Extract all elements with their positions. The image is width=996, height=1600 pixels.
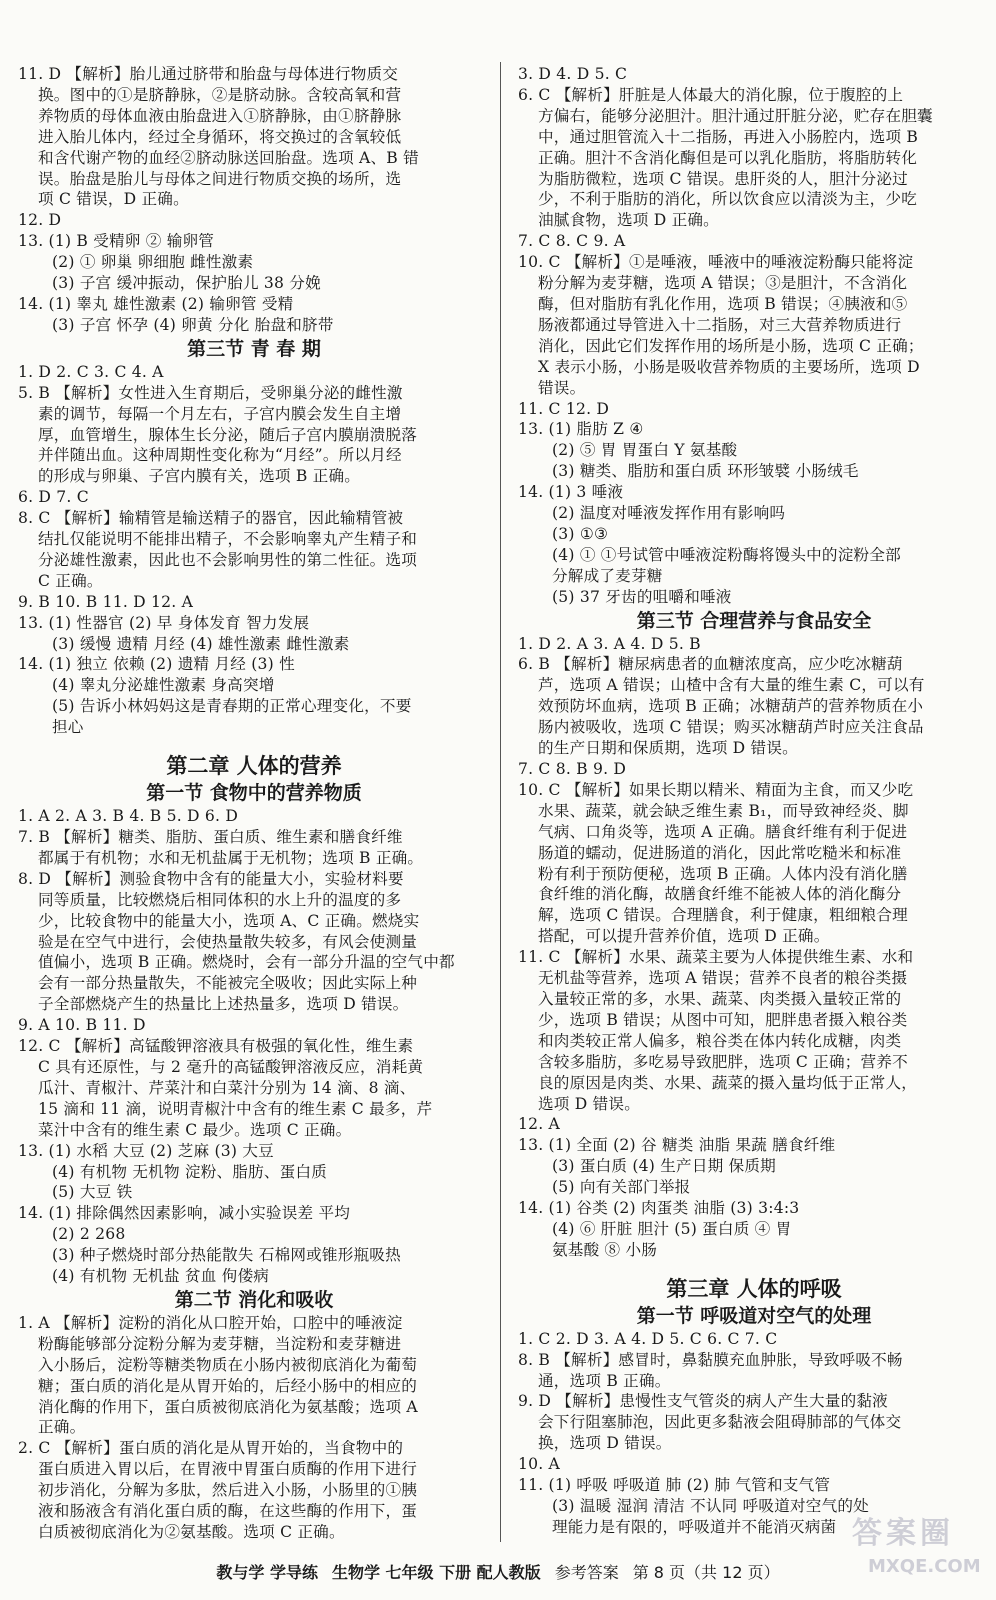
right-answer-line: 8. B 【解析】感冒时，鼻黏膜充血肿胀，导致呼吸不畅 [518, 1350, 903, 1369]
left-answer-line: 入小肠后，淀粉等糖类物质在小肠内被彻底消化为葡萄 [38, 1355, 418, 1374]
column-divider [500, 62, 501, 1542]
left-answer-line: (2) ① 卵巢 卵细胞 雌性激素 [52, 253, 254, 272]
left-answer-line: 白质被彻底消化为②氨基酸。选项 C 正确。 [38, 1523, 345, 1541]
left-answer-line: 结扎仅能说明不能排出精子，不会影响睾丸产生精子和 [38, 530, 418, 549]
right-answer-line: 解，选项 C 错误。合理膳食，利于健康，粗细粮合理 [538, 906, 908, 925]
left-answer-line: 项 C 错误，D 正确。 [38, 190, 189, 209]
right-answer-line: 11. C 12. D [518, 399, 610, 418]
right-answer-line: 正确。胆汁不含消化酶但是可以乳化脂肪，将脂肪转化 [538, 148, 918, 167]
footer-book: 教与学 学导练 [216, 1563, 318, 1582]
right-answer-line: 14. (1) 谷类 (2) 肉蛋类 油脂 (3) 3:4:3 [518, 1199, 800, 1218]
right-answer-line: (5) 37 牙齿的咀嚼和唾液 [552, 587, 732, 606]
left-answer-line: 养物质的母体血液由胎盘进入①脐静脉，由①脐静脉 [38, 106, 402, 125]
right-answer-line: 中，通过胆管流入十二指肠，再进入小肠腔内，选项 B [538, 127, 919, 146]
left-answer-line: 8. D 【解析】测验食物中含有的能量大小，实验材料要 [18, 869, 404, 888]
left-answer-line: 粉酶能够部分淀粉分解为麦芽糖，当淀粉和麦芽糖进 [38, 1334, 402, 1353]
right-answer-line: 搭配，可以提升营养价值，选项 D 正确。 [538, 927, 830, 946]
right-answer-line: 11. (1) 呼吸 呼吸道 肺 (2) 肺 气管和支气管 [518, 1476, 831, 1495]
left-answer-line: (3) 缓慢 遗精 月经 (4) 雄性激素 雌性激素 [52, 634, 350, 653]
right-answer-line: 水果、蔬菜，就会缺乏维生素 B₁，而导致神经炎、脚 [538, 801, 909, 820]
watermark-logo: 答案圈 [852, 1516, 954, 1551]
right-answer-line: 消化，因此它们发挥作用的场所是小肠，选项 C 正确； [538, 336, 924, 355]
left-answer-line: 换。图中的①是脐静脉，②是脐动脉。含较高氧和营 [38, 85, 402, 104]
left-answer-line: 素的调节，每隔一个月左右，子宫内膜会发生自主增 [38, 404, 402, 423]
right-answer-line: 13. (1) 脂肪 Z ④ [518, 420, 644, 439]
left-answer-line: 厚，血管增生，腺体生长分泌，随后子宫内膜崩溃脱落 [38, 425, 418, 444]
left-answer-line: 分泌雄性激素，因此也不会影响男性的第二性征。选项 [38, 550, 418, 569]
left-answer-line: 9. B 10. B 11. D 12. A [18, 592, 194, 611]
left-answer-line: 担心 [52, 718, 84, 737]
right-answer-line: 气病、口角炎等，选项 A 正确。膳食纤维有利于促进 [538, 822, 908, 841]
chapter-heading: 第二章 人体的营养 [166, 754, 342, 779]
left-answer-line: 11. D 【解析】胎儿通过脐带和胎盘与母体进行物质交 [18, 65, 399, 83]
right-answer-line: 效预防坏血病，选项 B 正确；冰糖葫芦的营养物质在小 [538, 697, 924, 716]
left-answer-line: (2) 2 268 [52, 1225, 126, 1244]
right-answer-line: 入量较正常的多，水果、蔬菜、肉类摄入量较正常的 [538, 989, 902, 1008]
left-answer-line: 5. B 【解析】女性进入生育期后，受卵巢分泌的雌性激 [18, 383, 403, 402]
right-answer-line: 14. (1) 3 唾液 [518, 483, 624, 502]
right-answer-line: 良的原因是肉类、水果、蔬菜的摄入量均低于正常人， [538, 1073, 918, 1092]
right-answer-line: 和肉类较正常人偏多，粮谷类在体内转化成糖，肉类 [538, 1031, 902, 1050]
page-footer [0, 1558, 996, 1588]
right-answer-line: 粉有利于预防便秘，选项 B 正确。人体内没有消化膳 [538, 864, 908, 883]
right-answer-line: 粉分解为麦芽糖，选项 A 错误；③是胆汁，不含消化 [538, 274, 908, 293]
right-answer-line: 10. C 【解析】①是唾液，唾液中的唾液淀粉酶只能将淀 [518, 253, 914, 272]
section-heading: 第三节 青 春 期 [187, 337, 321, 360]
section-heading: 第三节 合理营养与食品安全 [636, 609, 872, 632]
left-answer-line: 2. C 【解析】蛋白质的消化是从胃开始的，当食物中的 [18, 1439, 404, 1458]
right-answer-line: 的生产日期和保质期，选项 D 错误。 [538, 739, 798, 758]
right-answer-line: 选项 D 错误。 [538, 1094, 640, 1113]
left-answer-line: 13. (1) 性器官 (2) 早 身体发育 智力发展 [18, 613, 310, 632]
left-answer-line: 消化酶的作用下，蛋白质被彻底消化为氨基酸；选项 A [38, 1397, 418, 1416]
left-answer-line: (4) 睾丸分泌雄性激素 身高突增 [52, 676, 275, 695]
left-answer-line: 糖；蛋白质的消化是从胃开始的，后经小肠中的相应的 [38, 1376, 418, 1395]
left-answer-line: 的形成与卵巢、子宫内膜有关，选项 B 正确。 [38, 467, 361, 486]
section-heading: 第二节 消化和吸收 [174, 1288, 334, 1311]
left-answer-line: 8. C 【解析】输精管是输送精子的器官，因此输精管被 [18, 509, 404, 528]
right-answer-line: (3) 糖类、脂肪和蛋白质 环形皱襞 小肠绒毛 [552, 462, 859, 481]
left-answer-line: 13. (1) 水稻 大豆 (2) 芝麻 (3) 大豆 [18, 1141, 274, 1160]
right-answer-line: 12. A [518, 1115, 561, 1134]
right-answer-line: 肠道的蠕动，促进肠道的消化，因此常吃糙米和标准 [538, 843, 902, 862]
right-answer-line: (2) 温度对唾液发挥作用有影响吗 [552, 504, 786, 523]
left-answer-line: 6. D 7. C [18, 488, 89, 507]
left-answer-line: 少，比较食物中的能量大小，选项 A、C 正确。燃烧实 [38, 911, 420, 930]
section-heading: 第一节 呼吸道对空气的处理 [636, 1304, 872, 1327]
left-answer-line: C 正确。 [38, 571, 103, 590]
right-answer-line: 油腻食物，选项 D 正确。 [538, 211, 719, 230]
right-answer-line: 肠内被吸收，选项 C 错误；购买冰糖葫芦时应关注食品 [538, 718, 924, 737]
left-answer-line: 液和肠液含有消化蛋白质的酶，在这些酶的作用下，蛋 [38, 1502, 418, 1521]
left-answer-line: C 具有还原性，与 2 毫升的高锰酸钾溶液反应，消耗黄 [38, 1057, 424, 1076]
left-answer-line: 值偏小，选项 B 正确。燃烧时，会有一部分升温的空气中都 [38, 953, 455, 972]
left-answer-line: 验是在空气中进行，会使热量散失较多，有风会使测量 [38, 932, 418, 951]
chapter-heading: 第三章 人体的呼吸 [666, 1276, 842, 1301]
right-answer-line: 芦，选项 A 错误；山楂中含有大量的维生素 C，可以有 [538, 676, 925, 695]
right-answer-line: 理能力是有限的，呼吸道并不能消灭病菌 [552, 1517, 837, 1536]
left-answer-line: 7. B 【解析】糖类、脂肪、蛋白质、维生素和膳食纤维 [18, 828, 403, 846]
footer-page-number: 第 8 页（共 12 页） [632, 1563, 780, 1582]
right-answer-line: (5) 向有关部门举报 [552, 1178, 691, 1197]
left-answer-line: (5) 大豆 铁 [52, 1183, 133, 1202]
left-answer-line: 都属于有机物；水和无机盐属于无机物；选项 B 正确。 [38, 848, 424, 867]
left-answer-line: (3) 种子燃烧时部分热能散失 石棉网或锥形瓶吸热 [52, 1246, 401, 1265]
left-answer-line: 蛋白质进入胃以后，在胃液中胃蛋白质酶的作用下进行 [38, 1460, 418, 1479]
right-answer-line: 氨基酸 ⑧ 小肠 [552, 1240, 658, 1259]
left-answer-line: 菜汁中含有的维生素 C 最少。选项 C 正确。 [38, 1120, 352, 1139]
left-answer-line: 1. A 2. A 3. B 4. B 5. D 6. D [18, 807, 239, 826]
right-answer-line: 为脂肪微粒，选项 C 错误。患肝炎的人，胆汁分泌过 [538, 169, 908, 188]
watermark-url: MXQE.COM [868, 1556, 981, 1577]
left-answer-line: 和含代谢产物的血经②脐动脉送回胎盘。选项 A、B 错 [38, 148, 419, 167]
left-answer-line: 会有一部分热量散失，不能被完全吸收；因此实际上种 [38, 974, 418, 993]
right-answer-line: (4) ⑥ 肝脏 胆汁 (5) 蛋白质 ④ 胃 [552, 1219, 792, 1238]
right-answer-line: 1. D 2. A 3. A 4. D 5. B [518, 634, 701, 653]
left-answer-line: 15 滴和 11 滴，说明青椒汁中含有的维生素 C 最多，芹 [38, 1099, 433, 1118]
left-answer-line: (3) 子宫 缓冲振动，保护胎儿 38 分娩 [52, 274, 321, 293]
right-answer-line: (2) ⑤ 胃 胃蛋白 Y 氨基酸 [552, 441, 738, 460]
left-answer-line: 12. D [18, 211, 62, 230]
right-answer-line: 10. C 【解析】如果长期以精米、精面为主食，而又少吃 [518, 780, 914, 799]
left-answer-line: 误。胎盘是胎儿与母体之间进行物质交换的场所，选 [38, 169, 402, 188]
section-heading: 第一节 食物中的营养物质 [146, 782, 362, 805]
left-answer-line: 瓜汁、青椒汁、芹菜汁和白菜汁分别为 14 滴、8 滴、 [38, 1078, 416, 1097]
right-answer-line: 13. (1) 全面 (2) 谷 糖类 油脂 果蔬 膳食纤维 [518, 1136, 836, 1155]
left-answer-line: 初步消化，分解为多肽，然后进入小肠，小肠里的①胰 [38, 1481, 418, 1500]
right-answer-line: 错误。 [538, 378, 586, 397]
right-answer-line: (4) ① ①号试管中唾液淀粉酶将馒头中的淀粉全部 [552, 545, 901, 564]
left-answer-line: 同等质量，比较燃烧后相同体积的水上升的温度的多 [38, 890, 402, 909]
right-answer-line: 会下行阻塞肺泡，因此更多黏液会阻碍肺部的气体交 [538, 1413, 902, 1432]
left-answer-line: 14. (1) 排除偶然因素影响，减小实验误差 平均 [18, 1204, 351, 1223]
left-answer-line: 1. D 2. C 3. C 4. A [18, 362, 164, 381]
left-answer-line: 9. A 10. B 11. D [18, 1016, 146, 1035]
right-answer-line: 方偏右，能够分泌胆汁。胆汁通过肝脏分泌，贮存在胆囊 [538, 106, 933, 125]
right-answer-line: 6. C 【解析】肝脏是人体最大的消化腺，位于腹腔的上 [518, 85, 904, 104]
left-answer-line: 13. (1) B 受精卵 ② 输卵管 [18, 232, 215, 251]
right-answer-line: (3) ①③ [552, 524, 609, 543]
right-answer-line: 肠液都通过导管进入十二指肠，对三大营养物质进行 [538, 315, 902, 334]
left-answer-line: (4) 有机物 无机物 淀粉、脂肪、蛋白质 [52, 1162, 328, 1181]
right-answer-line: 7. C 8. B 9. D [518, 760, 627, 778]
left-answer-line: (3) 子宫 怀孕 (4) 卵黄 分化 胎盘和脐带 [52, 315, 334, 334]
right-answer-line: 9. D 【解析】患慢性支气管炎的病人产生大量的黏液 [518, 1392, 888, 1411]
right-answer-line: 10. A [518, 1455, 561, 1474]
left-answer-line: 并伴随出血。这种周期性变化称为“月经”。所以月经 [38, 446, 402, 465]
right-answer-line: (3) 蛋白质 (4) 生产日期 保质期 [552, 1157, 776, 1176]
right-answer-line: 1. C 2. D 3. A 4. D 5. C 6. C 7. C [518, 1329, 778, 1348]
right-column [518, 64, 990, 1538]
left-answer-line: 14. (1) 睾丸 雄性激素 (2) 输卵管 受精 [18, 294, 294, 313]
right-answer-line: 无机盐等营养，选项 A 错误；营养不良者的粮谷类摄 [538, 969, 908, 988]
left-answer-line: 进入胎儿体内，经过全身循环，将交换过的含氧较低 [38, 127, 402, 146]
right-answer-line: 分解成了麦芽糖 [552, 566, 663, 585]
right-answer-line: (3) 温暖 湿润 清洁 不认同 呼吸道对空气的处 [552, 1497, 869, 1515]
right-answer-line: 少，不利于脂肪的消化，所以饮食应以清淡为主，少吃 [538, 190, 918, 209]
right-answer-line: 换，选项 D 错误。 [538, 1434, 672, 1453]
right-answer-line: 6. B 【解析】糖尿病患者的血糖浓度高，应少吃冰糖葫 [518, 655, 903, 674]
left-answer-line: (4) 有机物 无机盐 贫血 佝偻病 [52, 1267, 270, 1286]
right-answer-line: 酶，但对脂肪有乳化作用，选项 B 错误；④胰液和⑤ [538, 294, 908, 313]
right-answer-line: 食纤维的消化酶，故膳食纤维不能被人体的消化酶分 [538, 885, 902, 904]
footer-section: 参考答案 [554, 1563, 619, 1582]
right-answer-line: 通，选项 B 正确。 [538, 1371, 671, 1390]
left-answer-line: 1. A 【解析】淀粉的消化从口腔开始，口腔中的唾液淀 [18, 1313, 403, 1332]
right-answer-line: 7. C 8. C 9. A [518, 232, 626, 251]
left-answer-line: 子全部燃烧产生的热量比上述热量多，选项 D 错误。 [38, 995, 409, 1014]
right-answer-line: 含较多脂肪，多吃易导致肥胖，选项 C 正确；营养不 [538, 1052, 908, 1071]
footer-subject: 生物学 七年级 下册 配人教版 [331, 1563, 541, 1582]
right-answer-line: 少，选项 B 错误；从图中可知，肥胖患者摄入粮谷类 [538, 1010, 908, 1029]
left-answer-line: 14. (1) 独立 依赖 (2) 遗精 月经 (3) 性 [18, 655, 295, 674]
right-answer-line: 11. C 【解析】水果、蔬菜主要为人体提供维生素、水和 [518, 948, 914, 967]
left-answer-line: 正确。 [38, 1418, 86, 1437]
left-answer-line: 12. C 【解析】高锰酸钾溶液具有极强的氧化性，维生素 [18, 1037, 414, 1056]
right-answer-line: X 表示小肠，小肠是吸收营养物质的主要场所，选项 D [538, 357, 920, 376]
left-column [18, 64, 490, 1543]
right-answer-line: 3. D 4. D 5. C [518, 65, 628, 83]
left-answer-line: (5) 告诉小林妈妈这是青春期的正常心理变化，不要 [52, 697, 412, 716]
